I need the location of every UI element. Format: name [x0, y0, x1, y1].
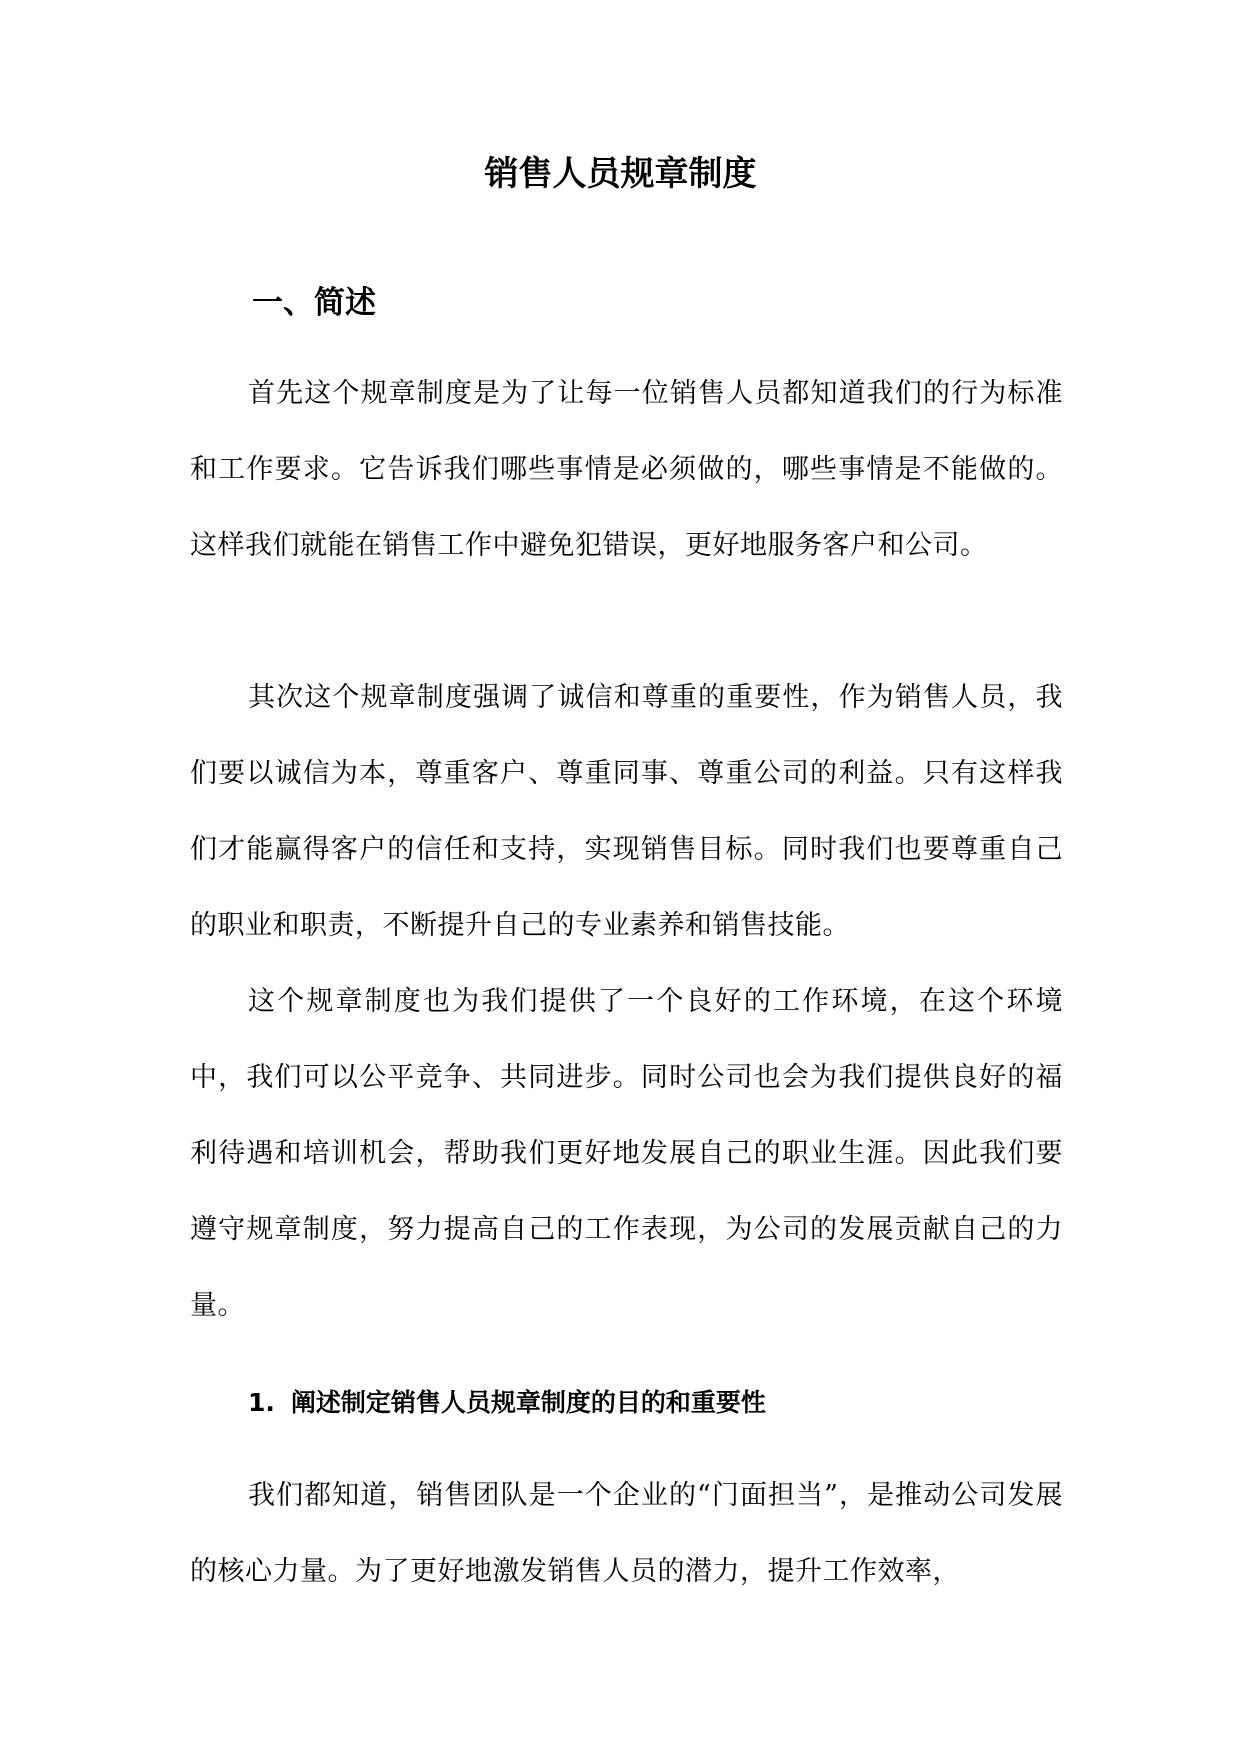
paragraph-4: 我们都知道，销售团队是一个企业的“门面担当”，是推动公司发展的核心力量。为了更好地激发销售人员的潜力，提升工作效率， [190, 1480, 1063, 1587]
paragraph-1: 首先这个规章制度是为了让每一位销售人员都知道我们的行为标准和工作要求。它告诉我们哪些事情是必须做的，哪些事情是不能做的。这样我们就能在销售工作中避免犯错误，更好地服务客户和公司。 [190, 378, 1063, 561]
document-title: 销售人员规章制度 [484, 154, 757, 194]
subsection-heading [248, 1385, 766, 1421]
section-heading-overview: 一、简述 [252, 285, 376, 321]
subsection-number: 1. [248, 1388, 275, 1417]
paragraph-3: 这个规章制度也为我们提供了一个良好的工作环境，在这个环境中，我们可以公平竞争、共同进步。同时公司也会为我们提供良好的福利待遇和培训机会，帮助我们更好地发展自己的职业生涯。因此我们要遵守规章制度，努力提高自己的工作表现，为公司的发展贡献自己的力量。 [190, 986, 1063, 1321]
paragraph-2: 其次这个规章制度强调了诚信和尊重的重要性，作为销售人员，我们要以诚信为本，尊重客户、尊重同事、尊重公司的利益。只有这样我们才能赢得客户的信任和支持，实现销售目标。同时我们也要尊重自己的职业和职责，不断提升自己的专业素养和销售技能。 [190, 682, 1063, 941]
subsection-title: 阐述制定销售人员规章制度的目的和重要性 [290, 1388, 766, 1417]
